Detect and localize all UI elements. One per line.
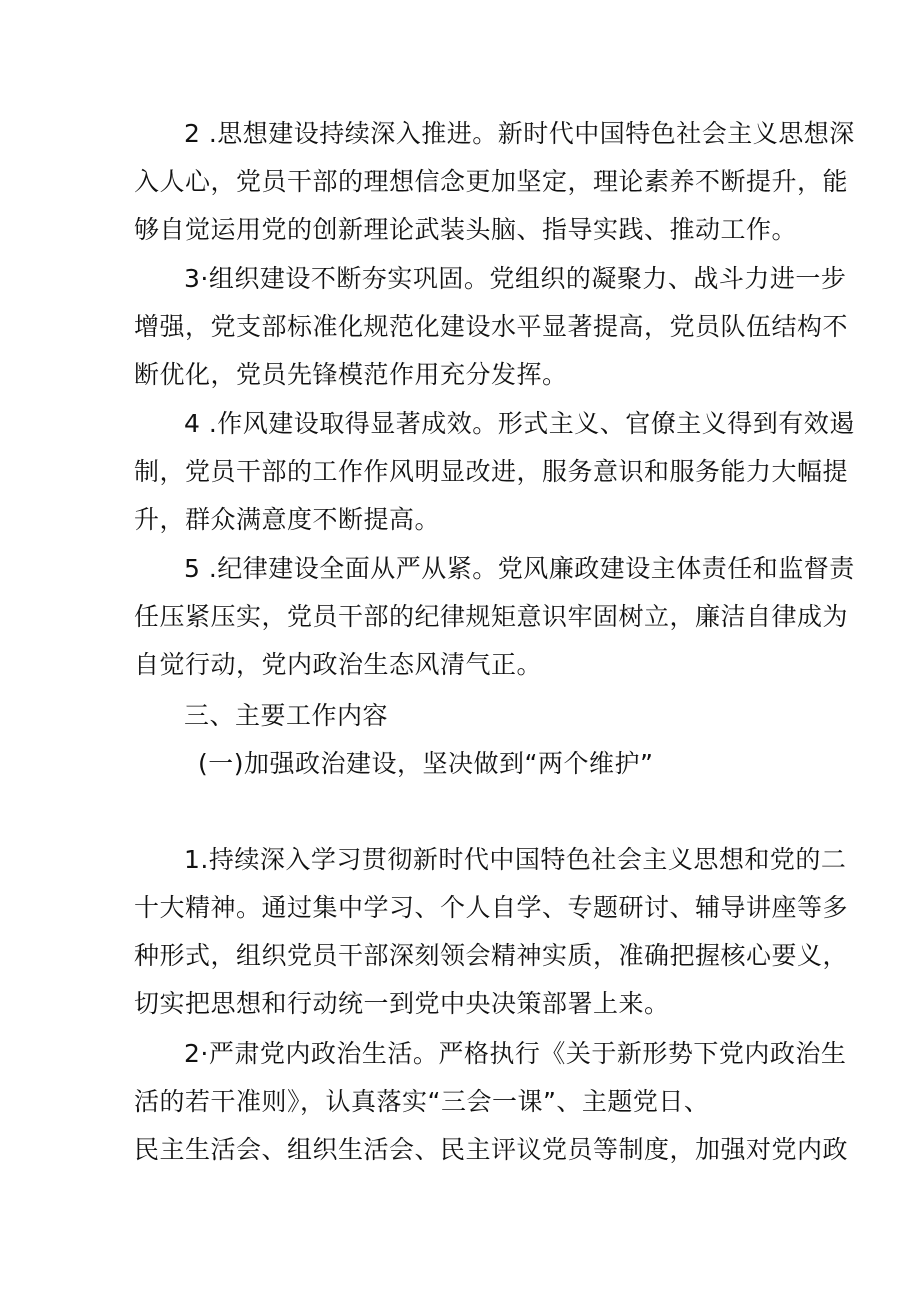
item-4-line-1: 4 .作风建设取得显著成效。形式主义、官僚主义得到有效遏 — [184, 409, 855, 438]
item-4-line-2: 制，党员干部的工作作风明显改进，服务意识和服务能力大幅提 — [134, 457, 849, 486]
item-5-line-3: 自觉行动，党内政治生态风清气正。 — [134, 650, 543, 679]
work-item-2-line-2: 活的若干准则》，认真落实“三会一课”、主题党日、 — [134, 1087, 710, 1116]
work-item-1-line-3: 种形式，组织党员干部深刻领会精神实质，准确把握核心要义， — [134, 941, 849, 970]
work-item-1-line-1: 1.持续深入学习贯彻新时代中国特色社会主义思想和党的二 — [184, 845, 847, 874]
work-item-2-line-1: 2·严肃党内政治生活。严格执行《关于新形势下党内政治生 — [184, 1039, 847, 1068]
item-3-line-2: 增强，党支部标准化规范化建设水平显著提高，党员队伍结构不 — [134, 312, 849, 341]
item-3-line-3: 断优化，党员先锋模范作用充分发挥。 — [134, 360, 568, 389]
section-heading: 三、主要工作内容 — [184, 701, 389, 730]
item-3-line-1: 3·组织建设不断夯实巩固。党组织的凝聚力、战斗力进一步 — [184, 264, 847, 293]
work-item-1-line-2: 十大精神。通过集中学习、个人自学、专题研讨、辅导讲座等多 — [134, 893, 849, 922]
item-5-line-1: 5 .纪律建设全面从严从紧。党风廉政建设主体责任和监督责 — [184, 554, 855, 583]
subsection-heading: (一)加强政治建设，坚决做到“两个维护” — [198, 749, 654, 778]
work-item-2-line-3: 民主生活会、组织生活会、民主评议党员等制度，加强对党内政 — [134, 1135, 849, 1164]
item-2-line-1: 2 .思想建设持续深入推进。新时代中国特色社会主义思想深 — [184, 119, 855, 148]
item-4-line-3: 升，群众满意度不断提高。 — [134, 505, 441, 534]
work-item-1-line-4: 切实把思想和行动统一到党中央决策部署上来。 — [134, 989, 670, 1018]
item-5-line-2: 任压紧压实，党员干部的纪律规矩意识牢固树立，廉洁自律成为 — [134, 602, 849, 631]
item-2-line-3: 够自觉运用党的创新理论武装头脑、指导实践、推动工作。 — [134, 215, 798, 244]
item-2-line-2: 入人心，党员干部的理想信念更加坚定，理论素养不断提升，能 — [134, 167, 849, 196]
